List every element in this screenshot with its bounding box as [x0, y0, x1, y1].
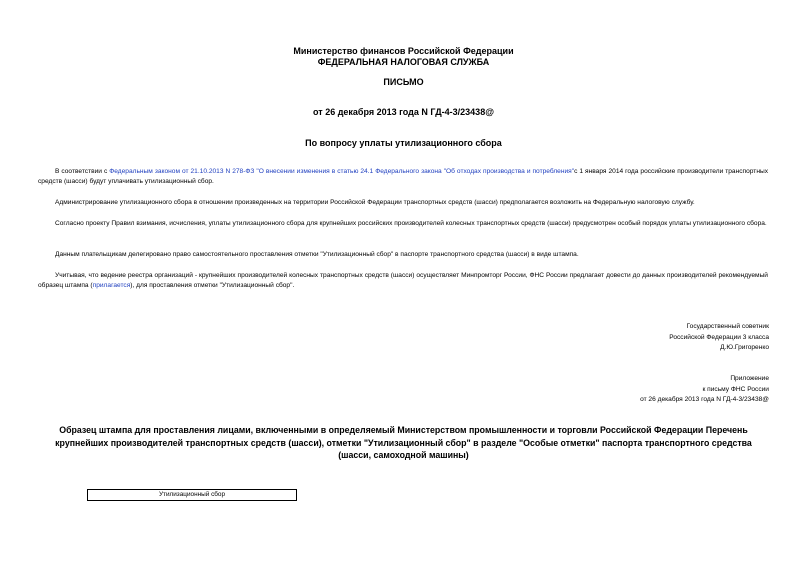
appendix-date-number: от 26 декабря 2013 года N ГД-4-3/23438@ — [640, 396, 769, 403]
paragraph-5 — [38, 271, 768, 291]
signature-block — [669, 322, 769, 354]
paragraph-4: Данным плательщикам делегировано право самостоятельного проставления отметки "Утилизационный сбор" в паспорте транспортного средства (шасси) в виде штампа. — [55, 251, 579, 258]
appendix-reference — [640, 374, 769, 406]
ministry-name: Министерство финансов Российской Федерации — [293, 46, 514, 56]
service-name: ФЕДЕРАЛЬНАЯ НАЛОГОВАЯ СЛУЖБА — [317, 57, 490, 67]
paragraph-1-text-start: В соответствии с — [55, 168, 110, 175]
stamp-sample-box: Утилизационный сбор — [87, 489, 297, 501]
paragraph-1 — [38, 167, 768, 187]
attachment-link[interactable]: прилагается — [92, 282, 131, 289]
signature-title: Государственный советник — [686, 323, 769, 330]
stamp-sample-title: Образец штампа для проставления лицами, включенными в определяемый Министерством промышленности и торговли Российской Федерации Перечень крупнейших производителей транспортных средств (шасси), отметки "Утилизационный сбор" в разделе "Особые отметки" паспорта транспортного средства (шасси, самоходной машины) — [55, 425, 752, 460]
signature-rank: Российской Федерации 3 класса — [669, 333, 769, 341]
federal-law-link[interactable]: Федеральным законом от 21.10.2013 N 278-ФЗ "О внесении изменения в статью 24.1 Федерального закона "Об отходах производства и потребления" — [109, 168, 575, 175]
paragraph-5-text-end: ), для проставления отметки "Утилизационный сбор". — [130, 282, 295, 289]
paragraph-5-text-start: Учитывая, что ведение реестра организаций - крупнейших производителей колесных транспортных средств (шасси) осуществляет Минпромторг России, ФНС России предлагает довести до данных производителей рекомендуемый образец штампа ( — [38, 272, 768, 289]
appendix-letter-ref: к письму ФНС России — [702, 385, 769, 393]
document-type: ПИСЬМО — [383, 77, 424, 87]
paragraph-1-text-end: с 1 января 2014 года российские производители транспортных средств (шасси) будут уплачивать утилизационный сбор. — [38, 168, 768, 185]
paragraph-3: Согласно проекту Правил взимания, исчисления, уплаты утилизационного сбора для крупнейших российских производителей колесных транспортных средств (шасси) предусмотрен особый порядок уплаты утилизационного сбора. — [55, 220, 767, 227]
appendix-label: Приложение — [730, 375, 769, 382]
paragraph-2: Администрирование утилизационного сбора в отношении произведенных на территории Российской Федерации транспортных средств (шасси) предполагается возложить на Федеральную налоговую службу. — [55, 199, 695, 206]
document-date-number: от 26 декабря 2013 года N ГД-4-3/23438@ — [313, 107, 494, 117]
signature-name: Д.Ю.Григоренко — [720, 344, 769, 351]
document-subject: По вопросу уплаты утилизационного сбора — [305, 138, 502, 148]
